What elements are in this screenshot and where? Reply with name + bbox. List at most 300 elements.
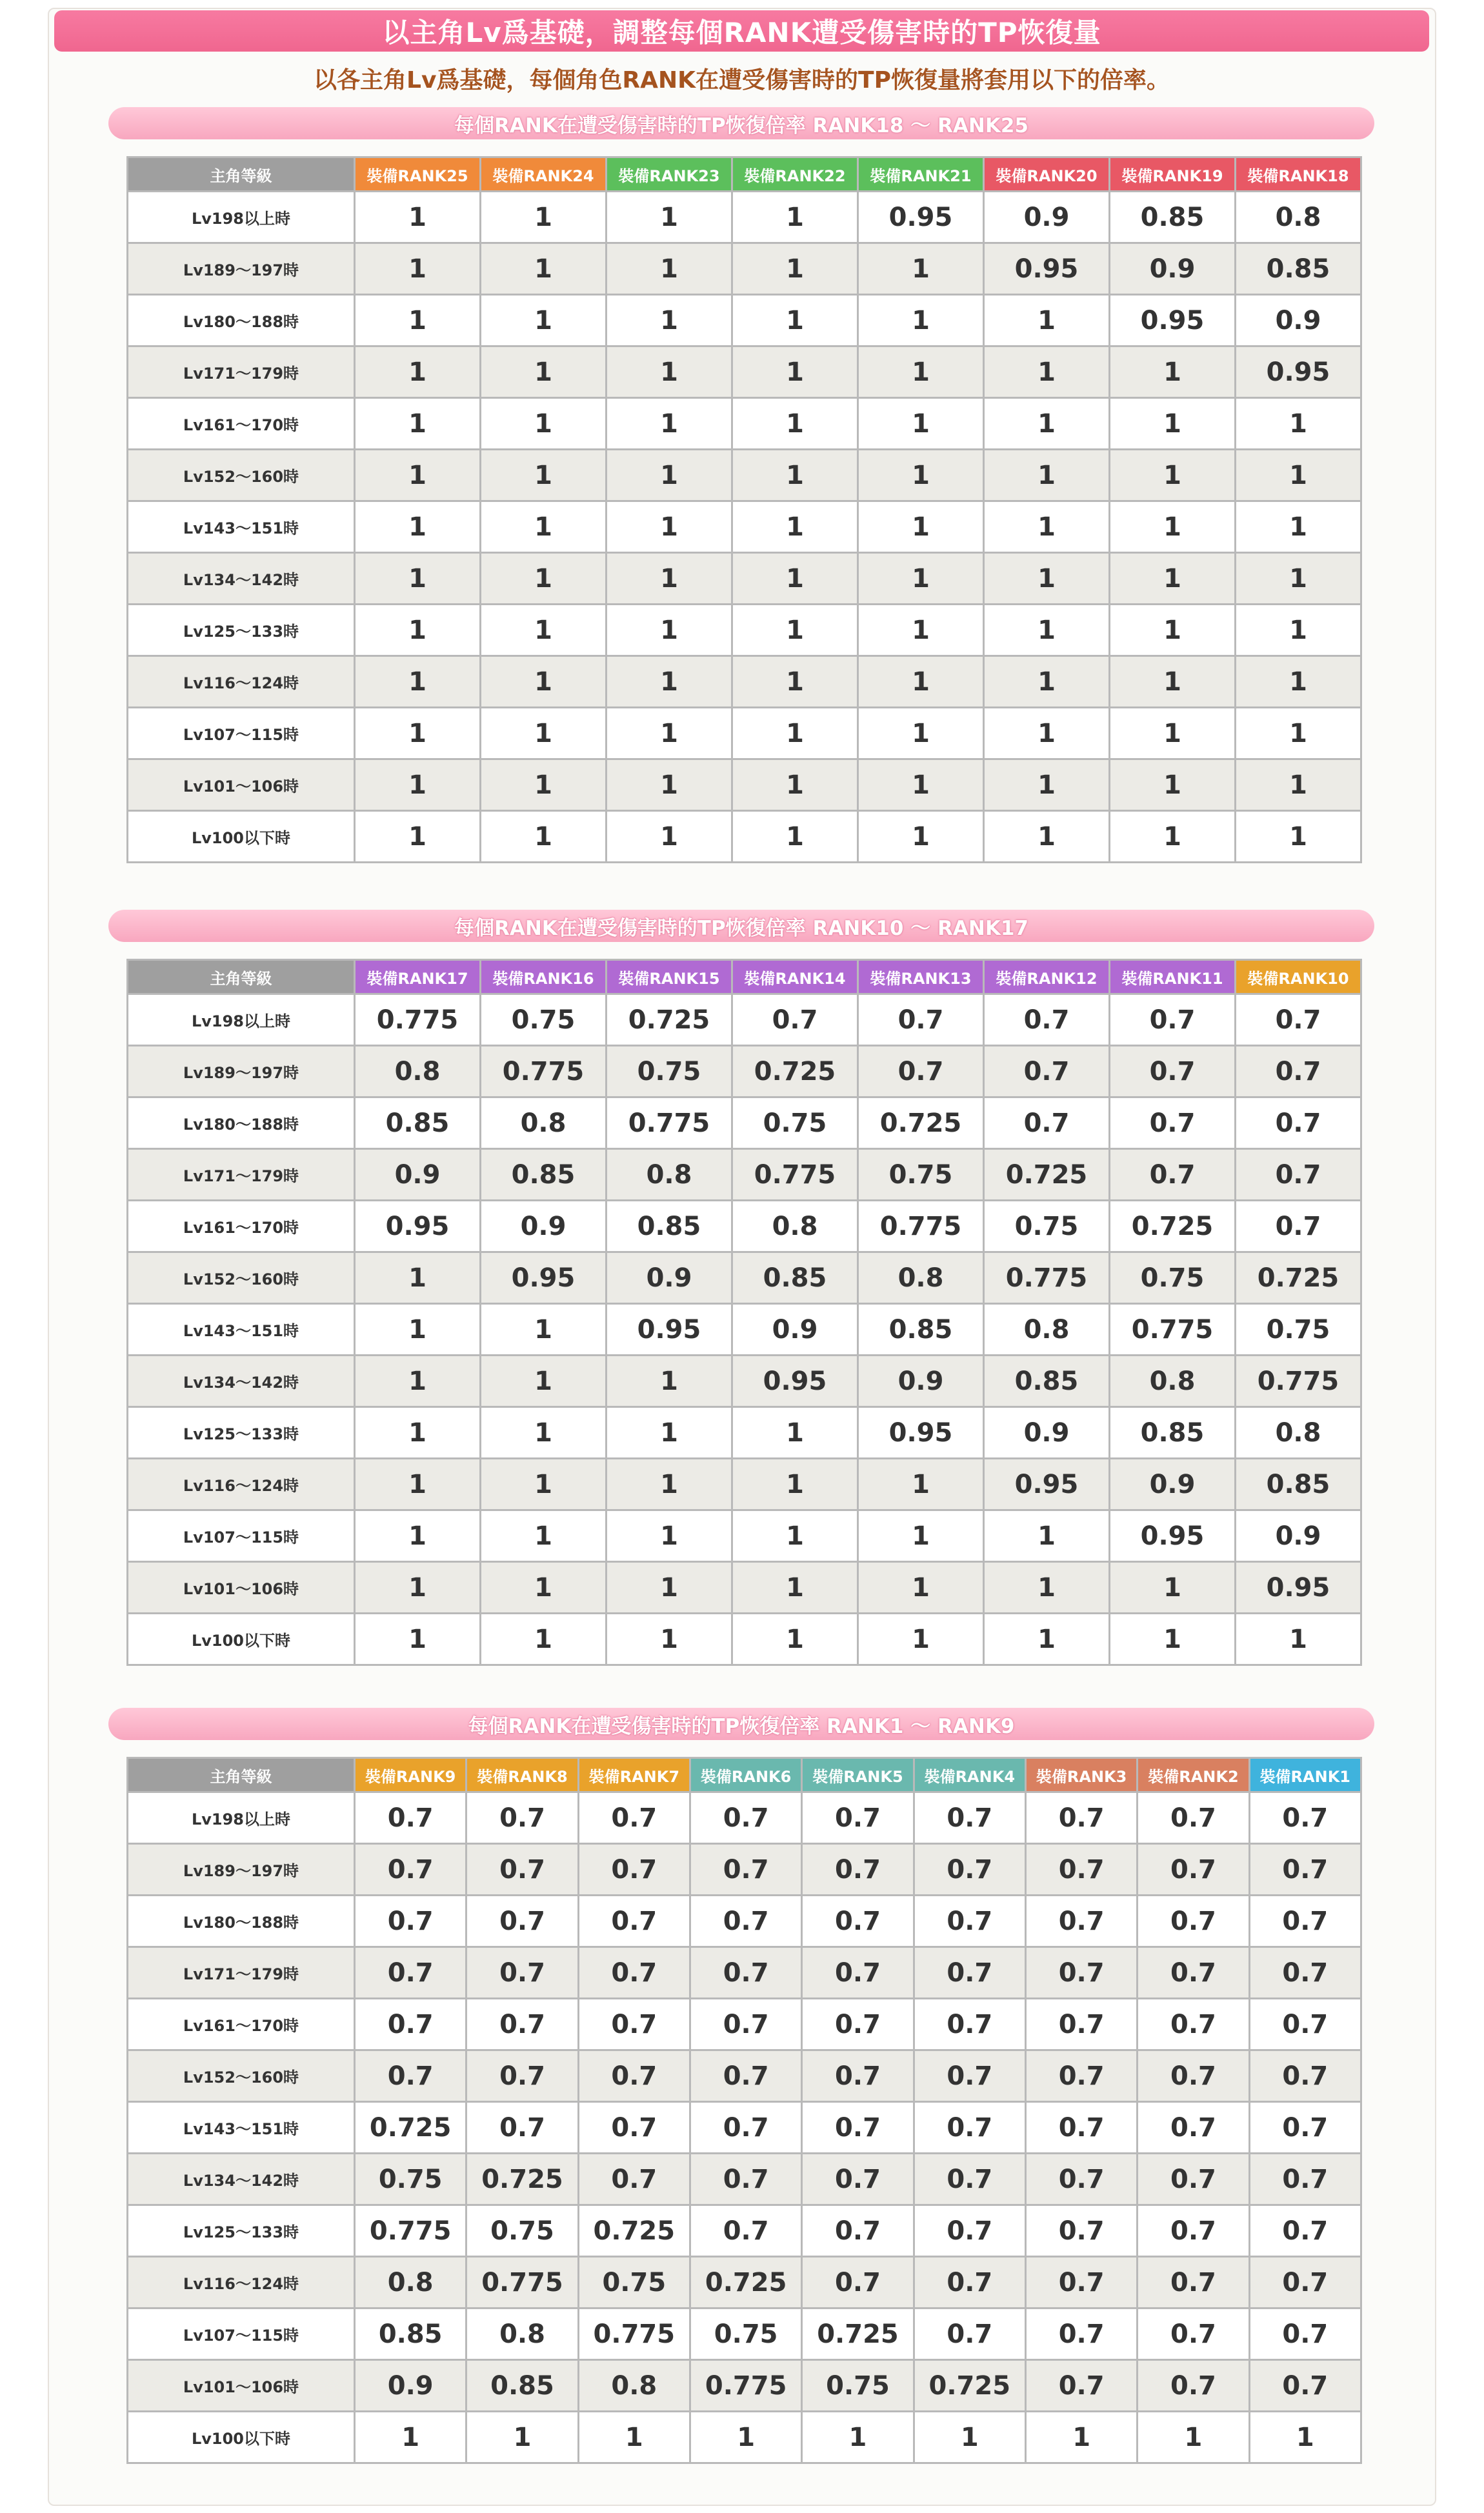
multiplier-cell: 1 [984,811,1110,863]
multiplier-cell: 0.85 [355,2308,466,2360]
multiplier-cell: 1 [732,759,858,811]
multiplier-cell: 0.9 [355,1149,481,1201]
multiplier-cell: 1 [858,708,984,759]
multiplier-cell: 0.75 [1236,1304,1361,1356]
multiplier-cell: 0.7 [914,1896,1025,1947]
multiplier-cell: 0.7 [466,1896,578,1947]
rank-column-header: 裝備RANK3 [1025,1758,1137,1792]
multiplier-cell: 0.95 [355,1201,481,1252]
rank-column-header: 裝備RANK8 [466,1758,578,1792]
multiplier-cell: 0.9 [1236,1510,1361,1562]
multiplier-cell: 1 [732,450,858,501]
multiplier-cell: 1 [1025,2412,1137,2463]
multiplier-cell: 1 [914,2412,1025,2463]
rank-column-header: 裝備RANK2 [1138,1758,1249,1792]
multiplier-cell: 0.7 [858,994,984,1046]
table-row [128,1562,1361,1614]
multiplier-cell: 0.75 [1110,1252,1236,1304]
multiplier-cell: 0.7 [802,1999,914,2050]
multiplier-cell: 1 [1110,656,1236,708]
multiplier-cell: 1 [607,553,732,605]
multiplier-cell: 0.7 [914,2154,1025,2205]
multiplier-cell: 0.9 [984,192,1110,243]
multiplier-cell: 1 [1236,811,1361,863]
rank-column-header: 裝備RANK19 [1110,157,1236,192]
multiplier-cell: 0.7 [1249,1792,1361,1844]
multiplier-cell: 0.7 [1138,2205,1249,2257]
multiplier-cell: 0.775 [732,1149,858,1201]
multiplier-cell: 0.8 [1236,1407,1361,1459]
table-row [128,1252,1361,1304]
rank-column-header: 裝備RANK15 [607,960,732,994]
multiplier-cell: 0.9 [984,1407,1110,1459]
multiplier-cell: 0.7 [1025,2308,1137,2360]
level-cell: Lv180～188時 [128,1896,355,1947]
level-cell: Lv134～142時 [128,553,355,605]
multiplier-cell: 0.7 [802,2102,914,2154]
multiplier-cell: 0.75 [858,1149,984,1201]
multiplier-cell: 0.7 [690,2102,801,2154]
multiplier-cell: 1 [607,243,732,295]
multiplier-cell: 0.725 [466,2154,578,2205]
multiplier-cell: 0.7 [466,2102,578,2154]
rank-column-header: 裝備RANK5 [802,1758,914,1792]
multiplier-cell: 1 [858,501,984,553]
multiplier-cell: 0.7 [466,1792,578,1844]
table-row [128,1356,1361,1407]
multiplier-cell: 1 [1236,553,1361,605]
multiplier-cell: 1 [984,346,1110,398]
table-row [128,708,1361,759]
multiplier-cell: 0.7 [1138,1896,1249,1947]
multiplier-cell: 0.725 [1236,1252,1361,1304]
table-row [128,811,1361,863]
multiplier-cell: 0.7 [1138,1844,1249,1896]
multiplier-cell: 1 [607,346,732,398]
multiplier-cell: 0.7 [914,1792,1025,1844]
multiplier-cell: 1 [732,553,858,605]
multiplier-cell: 1 [355,1304,481,1356]
multiplier-cell: 1 [732,398,858,450]
multiplier-cell: 0.7 [1249,2050,1361,2102]
multiplier-cell: 1 [732,295,858,346]
multiplier-cell: 1 [1110,1614,1236,1665]
multiplier-cell: 1 [858,759,984,811]
table-row [128,1201,1361,1252]
multiplier-cell: 1 [984,759,1110,811]
multiplier-cell: 0.7 [1249,1844,1361,1896]
multiplier-cell: 0.85 [858,1304,984,1356]
multiplier-cell: 0.7 [1138,2050,1249,2102]
rank-column-header: 裝備RANK25 [355,157,481,192]
multiplier-cell: 1 [481,708,607,759]
multiplier-cell: 0.75 [578,2257,690,2308]
table-row [128,1844,1361,1896]
multiplier-cell: 0.7 [802,2050,914,2102]
table-row [128,501,1361,553]
multiplier-cell: 0.9 [607,1252,732,1304]
multiplier-cell: 1 [858,1459,984,1510]
multiplier-cell: 0.7 [1236,1046,1361,1097]
multiplier-cell: 1 [607,1356,732,1407]
multiplier-cell: 1 [1110,708,1236,759]
multiplier-cell: 0.7 [1249,2154,1361,2205]
multiplier-cell: 0.775 [858,1201,984,1252]
multiplier-cell: 1 [607,192,732,243]
multiplier-cell: 1 [802,2412,914,2463]
multiplier-cell: 0.7 [690,1844,801,1896]
table-row [128,2412,1361,2463]
multiplier-cell: 1 [1236,605,1361,656]
multiplier-cell: 1 [1236,759,1361,811]
multiplier-cell: 0.7 [984,994,1110,1046]
multiplier-cell: 1 [1138,2412,1249,2463]
multiplier-cell: 0.725 [578,2205,690,2257]
multiplier-cell: 1 [481,759,607,811]
level-cell: Lv180～188時 [128,295,355,346]
level-cell: Lv125～133時 [128,2205,355,2257]
multiplier-cell: 0.7 [578,2102,690,2154]
level-cell: Lv152～160時 [128,2050,355,2102]
table-row [128,1046,1361,1097]
rank-column-header: 裝備RANK14 [732,960,858,994]
level-cell: Lv101～106時 [128,2360,355,2412]
multiplier-cell: 0.7 [1025,2360,1137,2412]
multiplier-cell: 1 [355,295,481,346]
multiplier-cell: 1 [607,450,732,501]
multiplier-cell: 0.7 [1025,2205,1137,2257]
multiplier-cell: 1 [1110,759,1236,811]
multiplier-cell: 0.7 [984,1097,1110,1149]
multiplier-cell: 0.8 [1236,192,1361,243]
multiplier-cell: 0.725 [802,2308,914,2360]
table-row [128,2257,1361,2308]
table-row [128,2360,1361,2412]
multiplier-cell: 0.775 [466,2257,578,2308]
multiplier-cell: 0.85 [984,1356,1110,1407]
multiplier-cell: 1 [1236,398,1361,450]
multiplier-cell: 0.7 [578,1792,690,1844]
multiplier-cell: 1 [481,398,607,450]
multiplier-cell: 1 [858,450,984,501]
multiplier-cell: 0.7 [1249,1999,1361,2050]
level-cell: Lv143～151時 [128,2102,355,2154]
multiplier-cell: 1 [984,450,1110,501]
multiplier-cell: 0.95 [1110,295,1236,346]
intro-text: 以各主角Lv爲基礎，每個角色RANK在遭受傷害時的TP恢復量將套用以下的倍率。 [314,67,1170,94]
multiplier-cell: 0.775 [481,1046,607,1097]
table-header-row [128,960,1361,994]
multiplier-cell: 1 [466,2412,578,2463]
multiplier-cell: 1 [355,1252,481,1304]
multiplier-cell: 0.7 [690,1896,801,1947]
multiplier-cell: 0.7 [914,1947,1025,1999]
multiplier-cell: 1 [984,1614,1110,1665]
level-cell: Lv100以下時 [128,1614,355,1665]
multiplier-cell: 1 [481,346,607,398]
multiplier-cell: 1 [481,553,607,605]
multiplier-cell: 1 [355,1510,481,1562]
multiplier-cell: 0.9 [858,1356,984,1407]
multiplier-cell: 1 [732,708,858,759]
multiplier-cell: 1 [355,192,481,243]
multiplier-cell: 0.7 [1138,2257,1249,2308]
multiplier-cell: 0.95 [1110,1510,1236,1562]
multiplier-cell: 0.7 [1138,2102,1249,2154]
table-row [128,1510,1361,1562]
multiplier-cell: 1 [732,1459,858,1510]
multiplier-cell: 1 [607,605,732,656]
multiplier-cell: 1 [481,243,607,295]
multiplier-cell: 0.75 [984,1201,1110,1252]
multiplier-cell: 0.725 [732,1046,858,1097]
multiplier-cell: 0.7 [858,1046,984,1097]
multiplier-cell: 0.95 [984,1459,1110,1510]
multiplier-cell: 1 [690,2412,801,2463]
multiplier-cell: 0.7 [1025,1896,1137,1947]
multiplier-cell: 0.9 [732,1304,858,1356]
multiplier-cell: 0.7 [914,1844,1025,1896]
multiplier-cell: 0.95 [732,1356,858,1407]
multiplier-cell: 0.7 [578,2050,690,2102]
table-row [128,2308,1361,2360]
multiplier-cell: 0.7 [1025,1999,1137,2050]
multiplier-cell: 0.725 [1110,1201,1236,1252]
multiplier-cell: 0.7 [1236,994,1361,1046]
multiplier-cell: 0.7 [1025,1947,1137,1999]
multiplier-cell: 0.7 [914,1999,1025,2050]
multiplier-cell: 1 [607,1562,732,1614]
multiplier-cell: 0.725 [690,2257,801,2308]
multiplier-cell: 0.8 [355,2257,466,2308]
table-row [128,1407,1361,1459]
multiplier-cell: 1 [1110,811,1236,863]
level-cell: Lv125～133時 [128,605,355,656]
level-cell: Lv152～160時 [128,1252,355,1304]
multiplier-cell: 0.7 [1138,2360,1249,2412]
multiplier-cell: 1 [1110,1562,1236,1614]
table-row [128,553,1361,605]
multiplier-cell: 0.85 [481,1149,607,1201]
multiplier-cell: 0.7 [466,1947,578,1999]
multiplier-cell: 0.7 [1110,1097,1236,1149]
level-cell: Lv161～170時 [128,1999,355,2050]
multiplier-cell: 0.7 [690,2205,801,2257]
rank-column-header: 裝備RANK13 [858,960,984,994]
multiplier-cell: 0.7 [1249,2205,1361,2257]
multiplier-cell: 1 [858,656,984,708]
multiplier-cell: 0.7 [802,2205,914,2257]
multiplier-cell: 0.85 [466,2360,578,2412]
section-title-rank18-25: 每個RANK在遭受傷害時的TP恢復倍率 RANK18 ～ RANK25 [108,107,1374,139]
multiplier-cell: 0.725 [607,994,732,1046]
multiplier-cell: 1 [355,1614,481,1665]
multiplier-cell: 1 [355,398,481,450]
multiplier-cell: 0.725 [858,1097,984,1149]
level-cell: Lv198以上時 [128,192,355,243]
tp-table-rank10-17 [126,959,1362,1666]
multiplier-cell: 0.7 [578,1844,690,1896]
rank-column-header: 裝備RANK7 [578,1758,690,1792]
multiplier-cell: 1 [732,656,858,708]
multiplier-cell: 0.7 [355,1792,466,1844]
multiplier-cell: 0.7 [802,1792,914,1844]
multiplier-cell: 0.8 [984,1304,1110,1356]
table-row [128,1459,1361,1510]
multiplier-cell: 0.8 [355,1046,481,1097]
section-title-rank10-17: 每個RANK在遭受傷害時的TP恢復倍率 RANK10 ～ RANK17 [108,910,1374,942]
level-cell: Lv107～115時 [128,708,355,759]
multiplier-cell: 0.8 [1110,1356,1236,1407]
level-cell: Lv125～133時 [128,1407,355,1459]
multiplier-cell: 0.9 [1110,1459,1236,1510]
multiplier-cell: 0.7 [1025,2102,1137,2154]
multiplier-cell: 1 [481,1562,607,1614]
multiplier-cell: 1 [858,553,984,605]
table-row [128,2154,1361,2205]
multiplier-cell: 0.7 [1025,1792,1137,1844]
multiplier-cell: 0.7 [1025,2050,1137,2102]
table-row [128,656,1361,708]
multiplier-cell: 0.75 [690,2308,801,2360]
multiplier-cell: 0.7 [355,1844,466,1896]
level-cell: Lv161～170時 [128,1201,355,1252]
multiplier-cell: 0.7 [732,994,858,1046]
multiplier-cell: 1 [607,656,732,708]
level-cell: Lv134～142時 [128,1356,355,1407]
multiplier-cell: 1 [732,1407,858,1459]
table-row [128,1149,1361,1201]
multiplier-cell: 1 [732,1614,858,1665]
table-row [128,2050,1361,2102]
table-header-row [128,1758,1361,1792]
level-column-header: 主角等級 [128,157,355,192]
multiplier-cell: 0.7 [1249,1947,1361,1999]
multiplier-cell: 1 [355,1562,481,1614]
multiplier-cell: 1 [858,346,984,398]
multiplier-cell: 1 [481,656,607,708]
multiplier-cell: 0.8 [607,1149,732,1201]
level-cell: Lv161～170時 [128,398,355,450]
multiplier-cell: 1 [481,1304,607,1356]
multiplier-cell: 1 [607,811,732,863]
rank-column-header: 裝備RANK6 [690,1758,801,1792]
rank-column-header: 裝備RANK22 [732,157,858,192]
multiplier-cell: 0.7 [466,2050,578,2102]
rank-column-header: 裝備RANK11 [1110,960,1236,994]
multiplier-cell: 1 [732,243,858,295]
multiplier-cell: 0.725 [984,1149,1110,1201]
table-row [128,398,1361,450]
multiplier-cell: 0.7 [1249,2360,1361,2412]
multiplier-cell: 0.7 [1025,2154,1137,2205]
rank-column-header: 裝備RANK16 [481,960,607,994]
level-cell: Lv134～142時 [128,2154,355,2205]
multiplier-cell: 1 [1110,553,1236,605]
multiplier-cell: 1 [481,1510,607,1562]
table-row [128,994,1361,1046]
multiplier-cell: 0.75 [466,2205,578,2257]
multiplier-cell: 1 [355,553,481,605]
multiplier-cell: 0.75 [355,2154,466,2205]
multiplier-cell: 1 [732,501,858,553]
multiplier-cell: 0.7 [690,2154,801,2205]
multiplier-cell: 1 [1236,656,1361,708]
multiplier-cell: 0.7 [1236,1201,1361,1252]
multiplier-cell: 1 [355,1356,481,1407]
rank-column-header: 裝備RANK1 [1249,1758,1361,1792]
level-cell: Lv198以上時 [128,1792,355,1844]
multiplier-cell: 0.85 [1110,1407,1236,1459]
multiplier-cell: 1 [732,1562,858,1614]
table-row [128,605,1361,656]
multiplier-cell: 1 [481,295,607,346]
multiplier-cell: 0.85 [732,1252,858,1304]
level-cell: Lv171～179時 [128,1947,355,1999]
multiplier-cell: 1 [858,1562,984,1614]
multiplier-cell: 0.95 [481,1252,607,1304]
multiplier-cell: 0.8 [466,2308,578,2360]
multiplier-cell: 0.7 [1249,1896,1361,1947]
multiplier-cell: 1 [1110,501,1236,553]
multiplier-cell: 0.7 [1138,1947,1249,1999]
multiplier-cell: 0.7 [578,1947,690,1999]
multiplier-cell: 1 [984,553,1110,605]
table-row [128,759,1361,811]
multiplier-cell: 0.7 [578,1896,690,1947]
rank-column-header: 裝備RANK23 [607,157,732,192]
level-cell: Lv116～124時 [128,1459,355,1510]
multiplier-cell: 1 [732,811,858,863]
multiplier-cell: 1 [481,1356,607,1407]
level-cell: Lv189～197時 [128,243,355,295]
multiplier-cell: 1 [481,1407,607,1459]
multiplier-cell: 0.775 [690,2360,801,2412]
section-title-rank1-9: 每個RANK在遭受傷害時的TP恢復倍率 RANK1 ～ RANK9 [108,1708,1374,1740]
multiplier-cell: 0.7 [1025,1844,1137,1896]
multiplier-cell: 0.775 [355,994,481,1046]
multiplier-cell: 1 [732,605,858,656]
multiplier-cell: 0.85 [355,1097,481,1149]
multiplier-cell: 1 [355,450,481,501]
multiplier-cell: 1 [355,656,481,708]
multiplier-cell: 1 [858,398,984,450]
multiplier-cell: 1 [1236,708,1361,759]
multiplier-cell: 0.95 [607,1304,732,1356]
multiplier-cell: 1 [481,605,607,656]
level-cell: Lv198以上時 [128,994,355,1046]
multiplier-cell: 0.7 [1025,2257,1137,2308]
multiplier-cell: 1 [858,1510,984,1562]
multiplier-cell: 0.7 [1249,2102,1361,2154]
level-cell: Lv189～197時 [128,1046,355,1097]
multiplier-cell: 1 [1236,1614,1361,1665]
rank-column-header: 裝備RANK9 [355,1758,466,1792]
rank-column-header: 裝備RANK18 [1236,157,1361,192]
table-row [128,1792,1361,1844]
level-cell: Lv171～179時 [128,346,355,398]
multiplier-cell: 1 [481,450,607,501]
level-cell: Lv143～151時 [128,501,355,553]
multiplier-cell: 0.775 [607,1097,732,1149]
multiplier-cell: 1 [355,1407,481,1459]
multiplier-cell: 0.7 [466,1999,578,2050]
level-column-header: 主角等級 [128,960,355,994]
multiplier-cell: 0.75 [607,1046,732,1097]
multiplier-cell: 0.7 [802,2154,914,2205]
level-cell: Lv180～188時 [128,1097,355,1149]
multiplier-cell: 0.7 [914,2308,1025,2360]
